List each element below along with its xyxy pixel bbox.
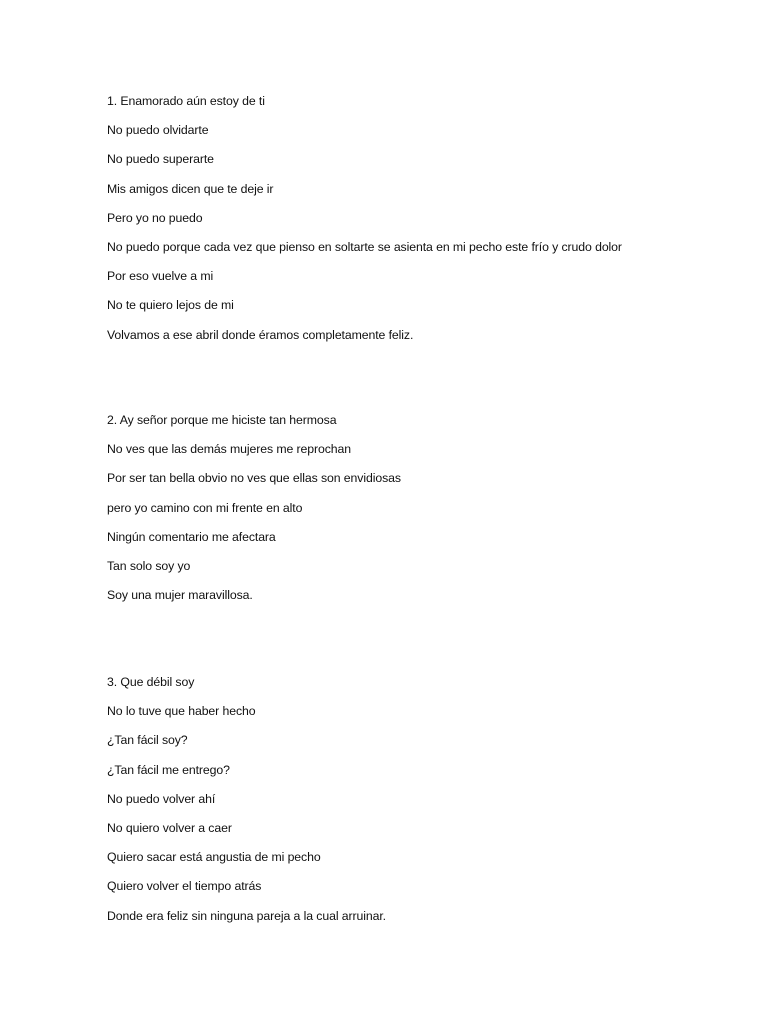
poem-line: Soy una mujer maravillosa. (107, 588, 253, 603)
poem-line: Tan solo soy yo (107, 558, 191, 573)
poem-line: No quiero volver a caer (107, 820, 232, 835)
poem-line: Volvamos a ese abril donde éramos completamente feliz. (107, 327, 414, 342)
poem-line: No puedo superarte (107, 152, 214, 167)
poem-1-title: 1. Enamorado aún estoy de ti (107, 94, 265, 108)
poem-line: Pero yo no puedo (107, 210, 203, 225)
poem-line: Por ser tan bella obvio no ves que ellas son envidiosas (107, 471, 401, 486)
poem-1 (107, 94, 747, 357)
poem-line: ¿Tan fácil soy? (107, 733, 188, 748)
poem-line: No puedo volver ahí (107, 791, 216, 806)
poem-line: Quiero volver el tiempo atrás (107, 879, 262, 894)
poem-3-title: 3. Que débil soy (107, 675, 195, 689)
poem-line: Quiero sacar está angustia de mi pecho (107, 850, 321, 865)
poem-line: No lo tuve que haber hecho (107, 704, 256, 719)
poem-line: Mis amigos dicen que te deje ir (107, 181, 274, 196)
poem-line: No te quiero lejos de mi (107, 298, 234, 313)
poem-2-title: 2. Ay señor porque me hiciste tan hermosa (107, 413, 337, 427)
poem-line: ¿Tan fácil me entrego? (107, 762, 230, 777)
poem-line: pero yo camino con mi frente en alto (107, 500, 303, 515)
poem-line: No puedo olvidarte (107, 123, 209, 138)
poem-line: No ves que las demás mujeres me reprochan (107, 442, 352, 457)
poem-3 (107, 675, 747, 938)
poem-line: No puedo porque cada vez que pienso en soltarte se asienta en mi pecho este frío y crudo dolor (107, 239, 622, 254)
poem-line: Ningún comentario me afectara (107, 529, 276, 544)
poem-line: Donde era feliz sin ninguna pareja a la cual arruinar. (107, 908, 386, 923)
poem-2 (107, 413, 747, 617)
poem-line: Por eso vuelve a mi (107, 269, 214, 284)
